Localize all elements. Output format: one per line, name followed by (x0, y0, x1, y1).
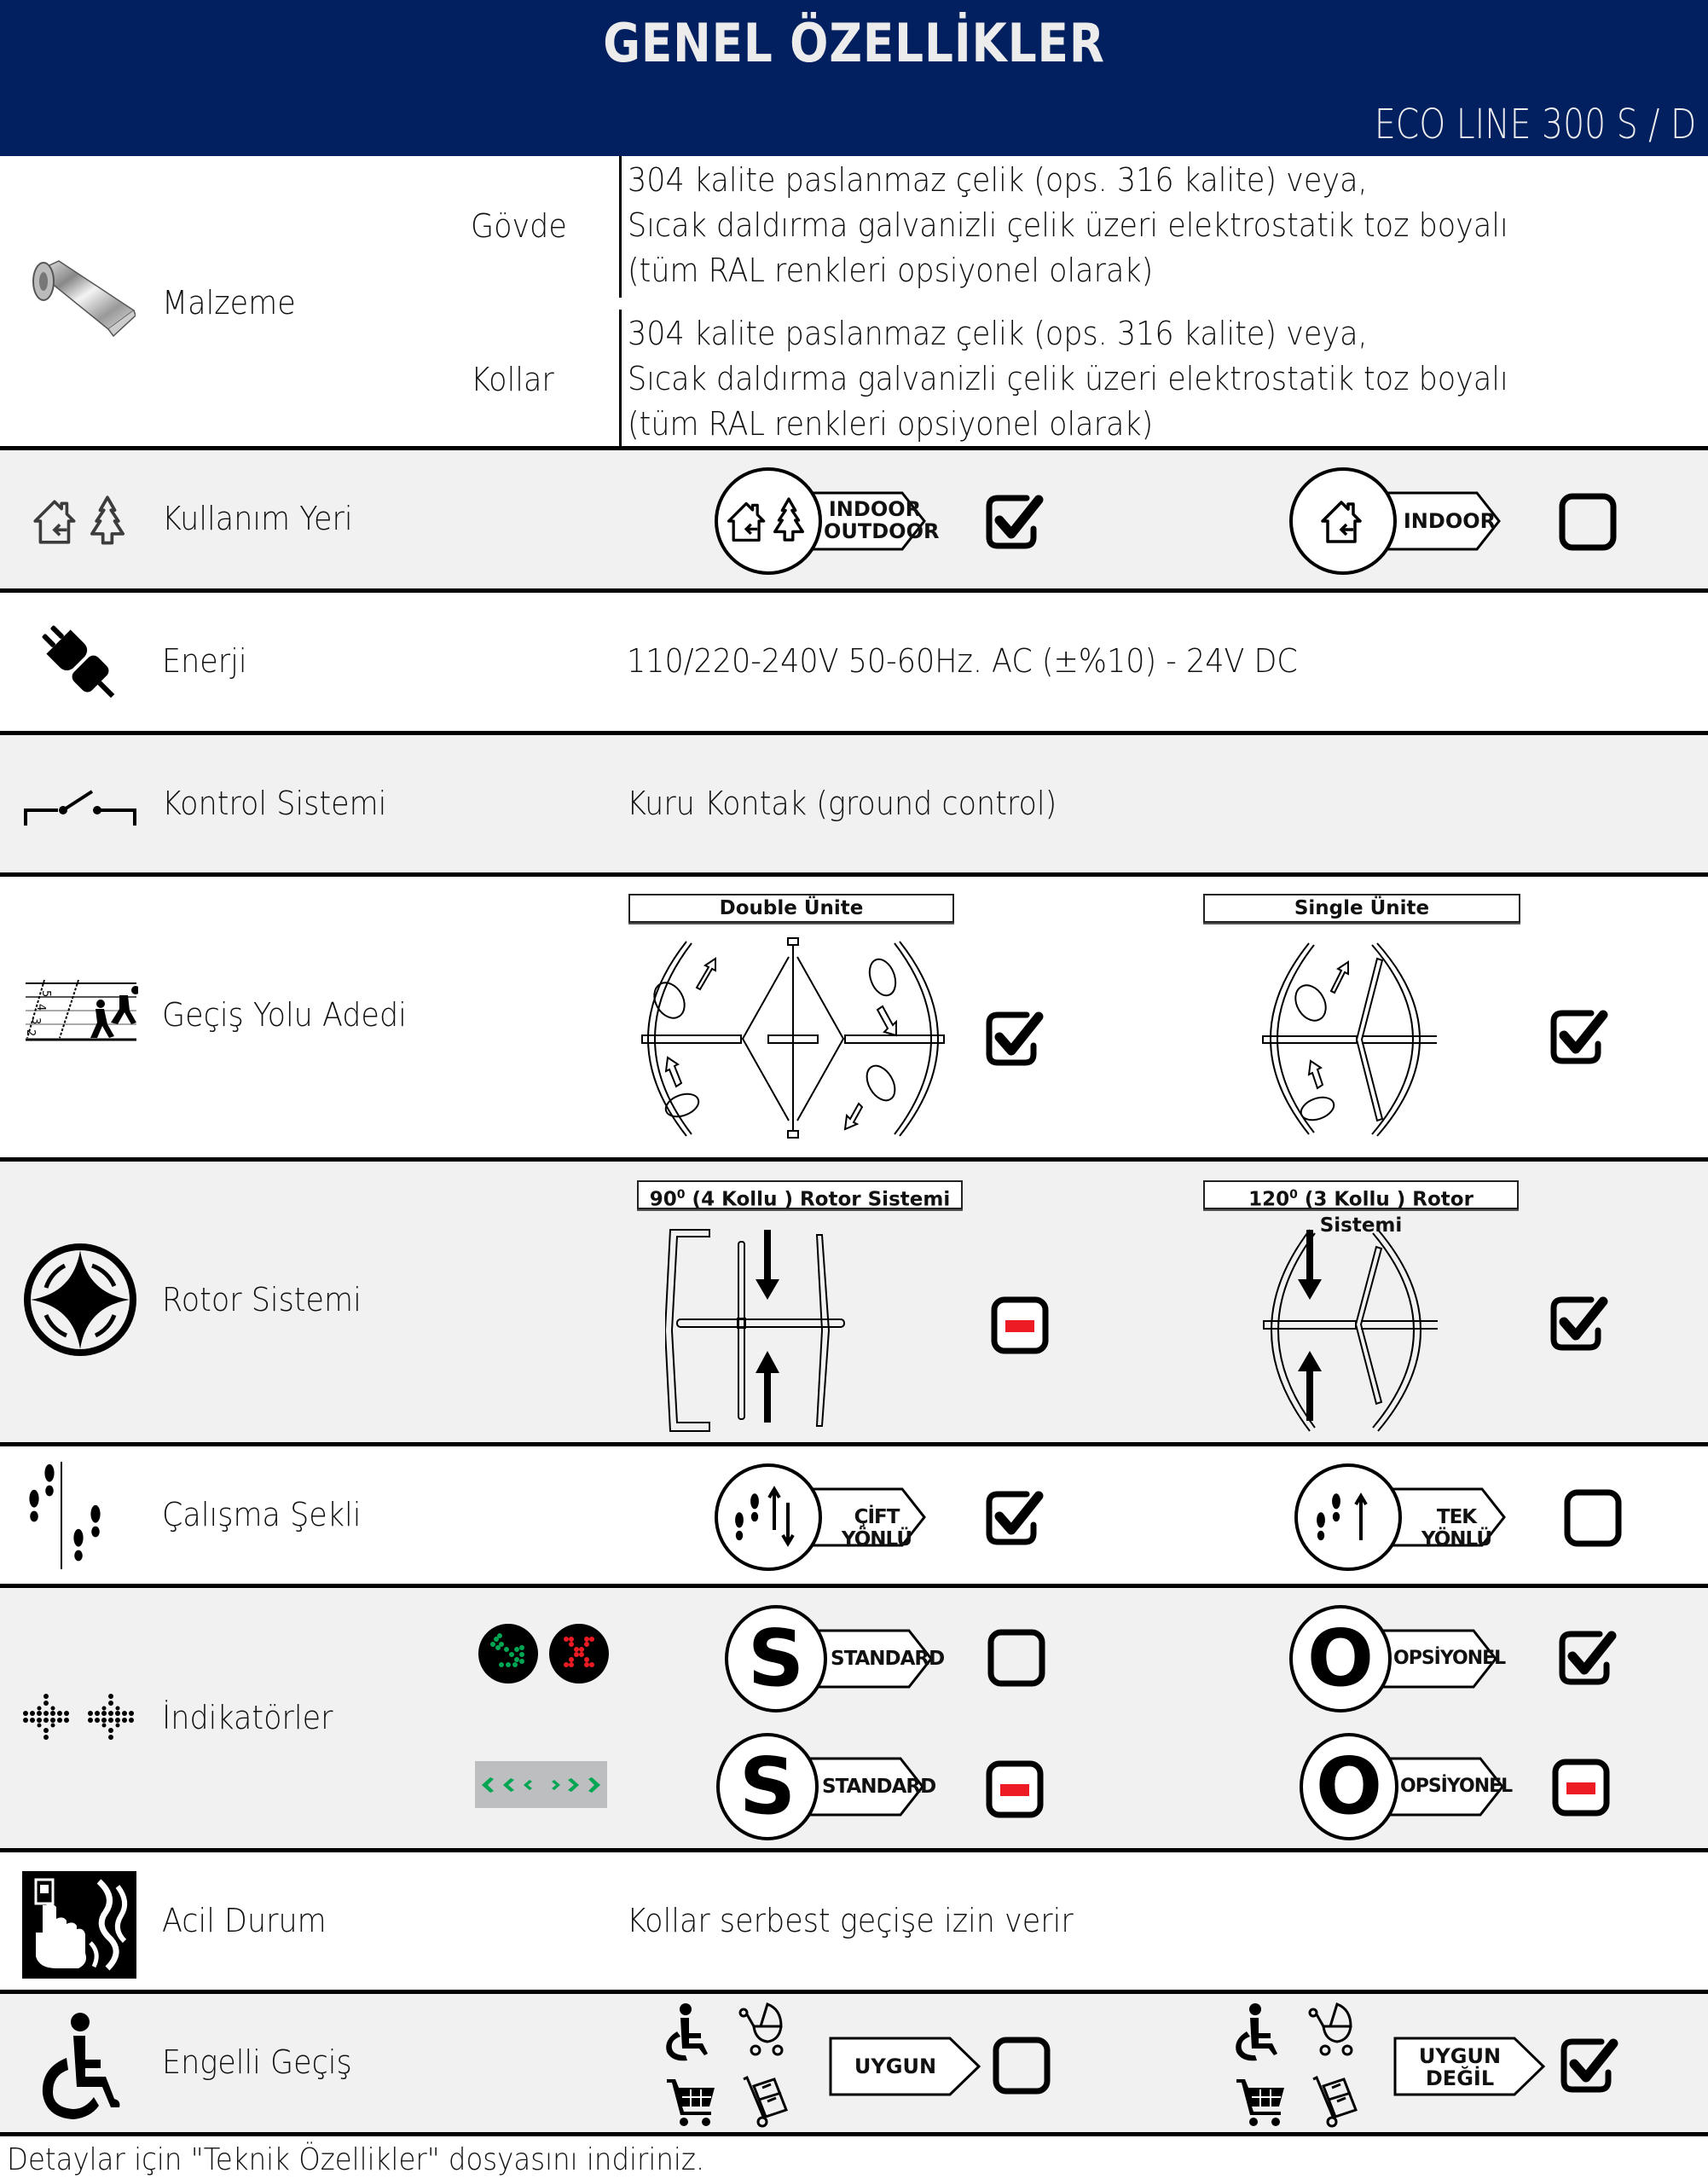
caption-120-rotor (1203, 1180, 1519, 1237)
rotor-compass-icon (20, 1240, 140, 1359)
not-available-indicator-icon[interactable] (1550, 1757, 1612, 1818)
divider-kollar (619, 310, 622, 450)
footsteps-unidirectional-icon (1294, 1463, 1402, 1571)
letter-o-icon (1300, 1733, 1398, 1840)
badge-letter: O (1315, 1741, 1383, 1832)
letter-s-icon (725, 1605, 827, 1712)
house-tree-icon (715, 467, 822, 575)
svg-text:4: 4 (34, 1004, 47, 1011)
wheelchair-icon (20, 2006, 140, 2125)
kollar-line-2: Sıcak daldırma galvanizli çelik üzeri elektrostatik toz boyalı (628, 360, 1508, 397)
row-acil-durum (0, 1852, 1708, 1994)
svg-text:5: 5 (39, 990, 52, 998)
caption-rest: (4 Kollu ) Rotor Sistemi (685, 1188, 951, 1211)
svg-text:2: 2 (24, 1029, 37, 1037)
option-cift-yonlu (715, 1463, 987, 1571)
empty-checkbox-icon[interactable] (991, 2035, 1052, 2096)
four-arm-rotor-diagram (665, 1228, 921, 1433)
row-label-engelli-gecis: Engelli Geçiş (162, 2043, 352, 2081)
checked-checkbox-icon[interactable] (1547, 1293, 1608, 1354)
caption-rest: (3 Kollu ) Rotor Sistemi (1297, 1188, 1474, 1237)
row-calisma-sekli (0, 1446, 1708, 1588)
row-rotor-sistemi (0, 1162, 1708, 1446)
caption-degree: 0 (1289, 1188, 1298, 1202)
not-available-indicator-icon[interactable] (989, 1295, 1051, 1356)
row-label-kullanim-yeri: Kullanım Yeri (162, 500, 353, 537)
accessibility-icons-group (662, 2001, 807, 2129)
tag-text-outdoor: OUTDOOR (824, 519, 940, 543)
control-value: Kuru Kontak (ground control) (627, 785, 1057, 822)
checked-checkbox-icon[interactable] (1547, 1006, 1608, 1068)
tag-text-standard: STANDARD (822, 1776, 936, 1798)
row-label-indikatorler: İndikatörler (162, 1699, 333, 1736)
caption-double-unite: Double Ünite (628, 894, 954, 923)
emergency-button-icon (22, 1871, 136, 1979)
row-enerji (0, 593, 1708, 735)
tag-text-standard: STANDARD (831, 1648, 945, 1670)
led-circle-arrow-cross-icon (478, 1622, 614, 1685)
switch-contact-icon (20, 778, 140, 837)
option-indoor (1289, 467, 1562, 575)
double-unit-diagram (627, 936, 959, 1141)
option-indoor-outdoor (715, 467, 987, 575)
option-standard-row2 (716, 1733, 972, 1840)
energy-value: 110/220-240V 50-60Hz. AC (±%10) - 24V DC (627, 642, 1298, 680)
led-chevron-bar-icon (475, 1761, 607, 1808)
single-unit-diagram (1249, 936, 1471, 1141)
row-engelli-gecis (0, 1994, 1708, 2136)
accessibility-icons-group (1231, 2001, 1376, 2129)
row-gecis-yolu-adedi (0, 877, 1708, 1162)
option-standard-row1 (725, 1605, 981, 1712)
page-title: GENEL ÖZELLİKLER (603, 12, 1105, 74)
footsteps-bidirectional-icon (715, 1463, 822, 1571)
tag-text-opsiyonel: OPSİYONEL (1393, 1648, 1506, 1669)
option-optional-row1 (1289, 1605, 1545, 1712)
empty-checkbox-icon[interactable] (1562, 1487, 1624, 1549)
caption-90-rotor (637, 1180, 963, 1209)
divider-govde (619, 156, 622, 298)
letter-o-icon (1289, 1605, 1392, 1712)
tag-text-indoor: INDOOR (828, 497, 922, 521)
row-label-rotor-sistemi: Rotor Sistemi (162, 1281, 362, 1318)
row-kontrol-sistemi (0, 735, 1708, 877)
tag-text-uygun: UYGUN (854, 2054, 937, 2078)
govde-line-1: 304 kalite paslanmaz çelik (ops. 316 kalite) veya, (628, 161, 1368, 199)
row-malzeme (0, 156, 1708, 450)
tag-text-degil: DEĞİL (1425, 2066, 1495, 2090)
tag-text-opsiyonel: OPSİYONEL (1400, 1776, 1513, 1797)
footsteps-icon (20, 1458, 140, 1574)
row-indikatorler (0, 1588, 1708, 1852)
footer-note: Detaylar için "Teknik Özellikler" dosyasını indiriniz. (7, 2142, 705, 2177)
led-arrows-icon (20, 1689, 140, 1748)
row-label-malzeme: Malzeme (162, 284, 296, 322)
sublabel-kollar: Kollar (471, 361, 554, 398)
checked-checkbox-icon[interactable] (982, 1487, 1044, 1549)
checked-checkbox-icon[interactable] (982, 1008, 1044, 1069)
checked-checkbox-icon[interactable] (1557, 2035, 1618, 2096)
option-optional-row2 (1300, 1733, 1555, 1840)
govde-line-2: Sıcak daldırma galvanizli çelik üzeri elektrostatik toz boyalı (628, 206, 1508, 244)
house-tree-icon (20, 483, 140, 559)
badge-letter: S (738, 1741, 796, 1832)
caption-angle: 120 (1248, 1188, 1290, 1211)
checked-checkbox-icon[interactable] (1555, 1627, 1617, 1689)
not-available-indicator-icon[interactable] (984, 1759, 1045, 1820)
empty-checkbox-icon[interactable] (986, 1627, 1047, 1689)
tag-text-indoor: INDOOR (1403, 509, 1497, 533)
letter-s-icon (716, 1733, 819, 1840)
tag-text-cift-yonlu: ÇİFT YÖNLÜ (841, 1506, 912, 1550)
option-tek-yonlu (1294, 1463, 1567, 1571)
metal-roll-icon (20, 250, 140, 344)
caption-degree: 0 (676, 1188, 686, 1202)
row-label-kontrol-sistemi: Kontrol Sistemi (162, 785, 387, 822)
sublabel-govde: Gövde (471, 207, 567, 245)
tag-text-uygun: UYGUN (1418, 2044, 1502, 2068)
caption-angle: 90 (649, 1188, 677, 1211)
row-label-acil-durum: Acil Durum (162, 1902, 327, 1939)
checked-checkbox-icon[interactable] (982, 491, 1044, 553)
badge-letter: S (747, 1613, 805, 1704)
badge-letter: O (1306, 1613, 1375, 1704)
govde-line-3: (tüm RAL renkleri opsiyonel olarak) (628, 252, 1154, 289)
house-icon (1289, 467, 1397, 575)
svg-text:3: 3 (29, 1017, 42, 1025)
row-label-enerji: Enerji (162, 642, 247, 680)
kollar-line-3: (tüm RAL renkleri opsiyonel olarak) (628, 405, 1154, 443)
row-kullanim-yeri (0, 450, 1708, 593)
empty-checkbox-icon[interactable] (1557, 491, 1618, 553)
row-label-calisma-sekli: Çalışma Şekli (162, 1496, 362, 1533)
row-label-gecis-yolu-adedi: Geçiş Yolu Adedi (162, 996, 407, 1034)
model-name: ECO LINE 300 S / D (1374, 101, 1696, 148)
tag-text-tek-yonlu: TEK YÖNLÜ (1421, 1506, 1492, 1550)
power-plug-icon (20, 617, 140, 710)
kollar-line-1: 304 kalite paslanmaz çelik (ops. 316 kalite) veya, (628, 315, 1368, 352)
caption-single-unite: Single Ünite (1203, 894, 1520, 923)
emergency-value: Kollar serbest geçişe izin verir (627, 1902, 1074, 1939)
pedestrian-lanes-icon (20, 971, 140, 1056)
three-arm-rotor-diagram (1250, 1228, 1472, 1433)
page-header (0, 0, 1708, 156)
